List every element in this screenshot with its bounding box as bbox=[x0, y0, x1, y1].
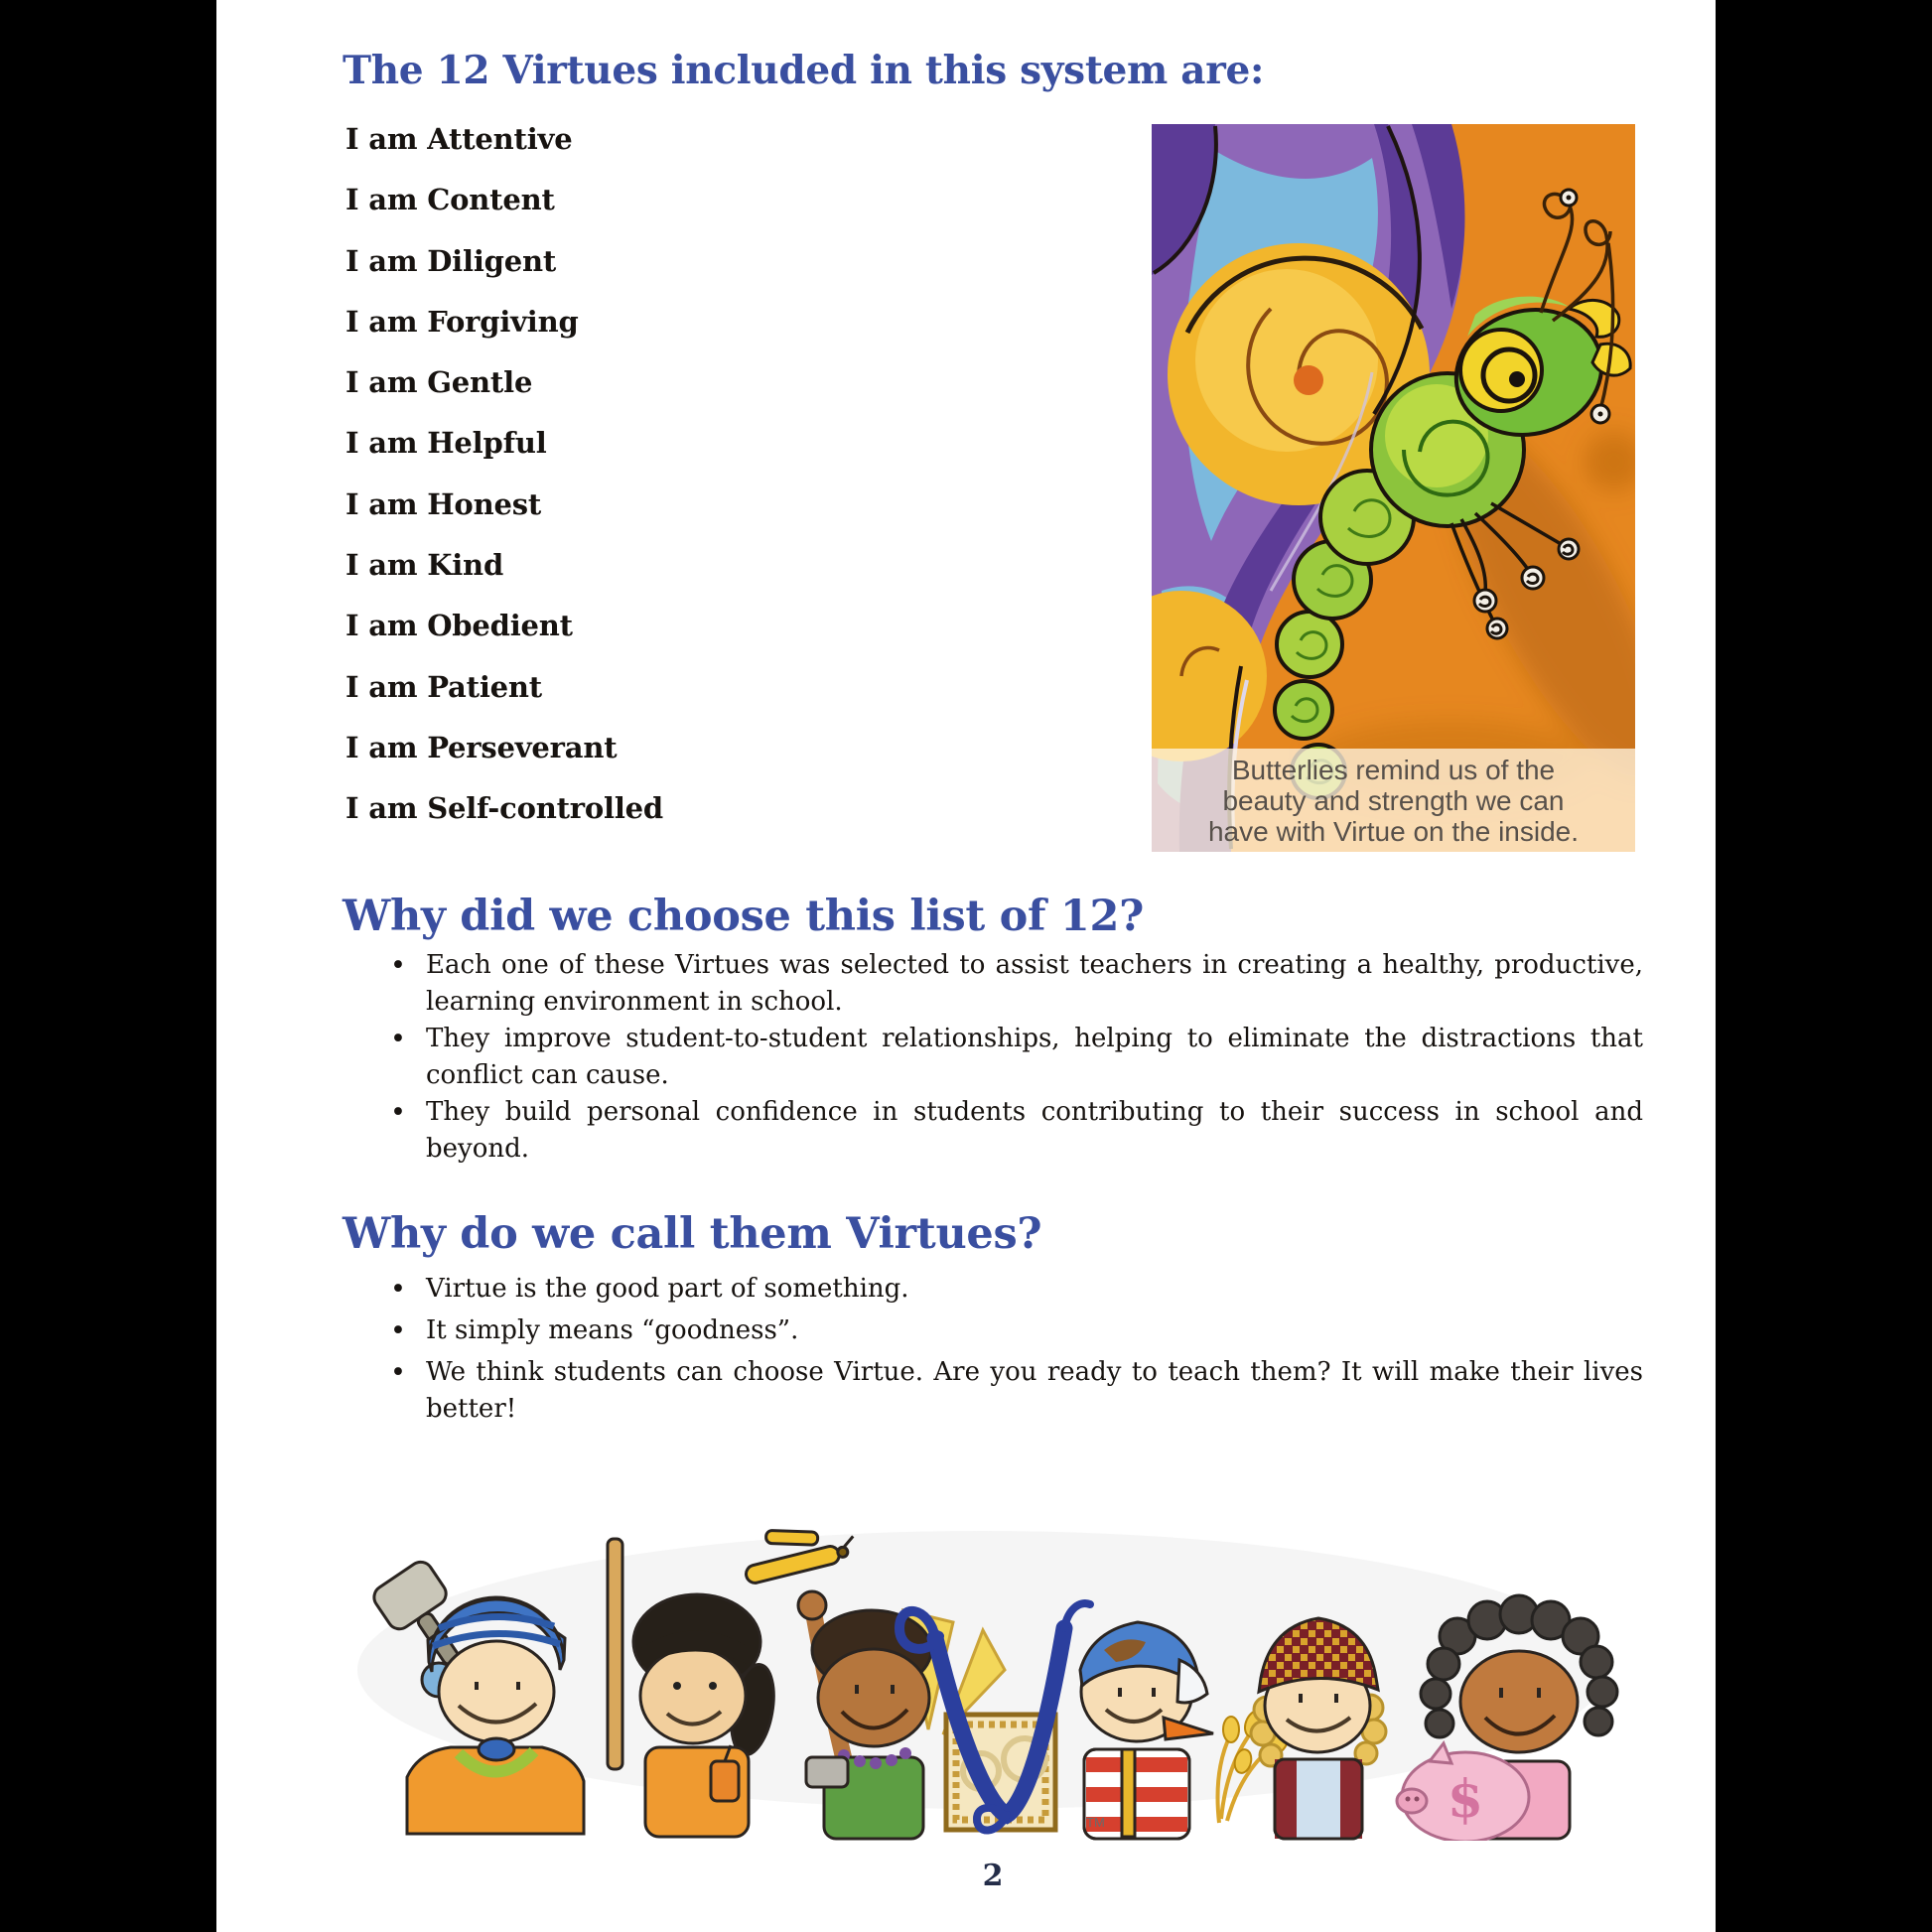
bullet-item: • They improve student-to-student relationships, helping to eliminate the distractions that conflict can cause. bbox=[386, 1021, 1643, 1094]
caption-line: Butterlies remind us of the bbox=[1231, 754, 1556, 785]
virtue-item: I am Gentle bbox=[345, 365, 533, 400]
document-page bbox=[216, 0, 1716, 1932]
virtue-item: I am Obedient bbox=[345, 609, 573, 643]
virtue-item: I am Helpful bbox=[345, 426, 547, 461]
page-title: The 12 Virtues included in this system are: bbox=[343, 48, 1265, 93]
page-number: 2 bbox=[982, 1859, 1004, 1893]
caption-line: beauty and strength we can bbox=[1222, 784, 1565, 816]
piggy-dollar-text: $ bbox=[1447, 1769, 1484, 1830]
virtue-item: I am Content bbox=[345, 183, 555, 217]
why-choose-bullet-list bbox=[386, 947, 1643, 1168]
virtue-item: I am Patient bbox=[345, 669, 542, 704]
bullet-item: • It simply means “goodness”. bbox=[386, 1312, 1643, 1349]
children-illustration-svg bbox=[347, 1511, 1638, 1841]
virtue-item: I am Perseverant bbox=[345, 730, 618, 764]
why-call-bullet-list bbox=[386, 1271, 1643, 1433]
section-heading-why-choose: Why did we choose this list of 12? bbox=[343, 892, 1144, 941]
section-heading-why-call: Why do we call them Virtues? bbox=[343, 1209, 1042, 1259]
butterfly-caption bbox=[1152, 749, 1635, 852]
children-illustration bbox=[347, 1511, 1638, 1841]
butterfly-illustration bbox=[1152, 124, 1635, 852]
kid-pigtails bbox=[633, 1594, 780, 1837]
bullet-item: • Each one of these Virtues was selected to assist teachers in creating a healthy, productive, learning environment in school. bbox=[386, 947, 1643, 1021]
virtues-list bbox=[345, 109, 663, 840]
logo-tm-text: TM bbox=[1086, 1815, 1105, 1830]
virtue-item: I am Self-controlled bbox=[345, 791, 663, 826]
bullet-item: • Virtue is the good part of something. bbox=[386, 1271, 1643, 1308]
virtue-item: I am Diligent bbox=[345, 243, 557, 278]
kid-checkered-hat bbox=[1251, 1618, 1386, 1839]
caption-line: have with Virtue on the inside. bbox=[1207, 815, 1580, 847]
virtue-item: I am Forgiving bbox=[345, 304, 579, 339]
virtue-item: I am Kind bbox=[345, 548, 504, 583]
virtue-item: I am Honest bbox=[345, 486, 542, 521]
virtue-item: I am Attentive bbox=[345, 122, 573, 156]
bullet-item: • We think students can choose Virtue. Are you ready to teach them? It will make their lives better! bbox=[386, 1354, 1643, 1428]
bullet-item: • They build personal confidence in students contributing to their success in school and beyond. bbox=[386, 1094, 1643, 1168]
butterfly-figure bbox=[1152, 124, 1635, 852]
